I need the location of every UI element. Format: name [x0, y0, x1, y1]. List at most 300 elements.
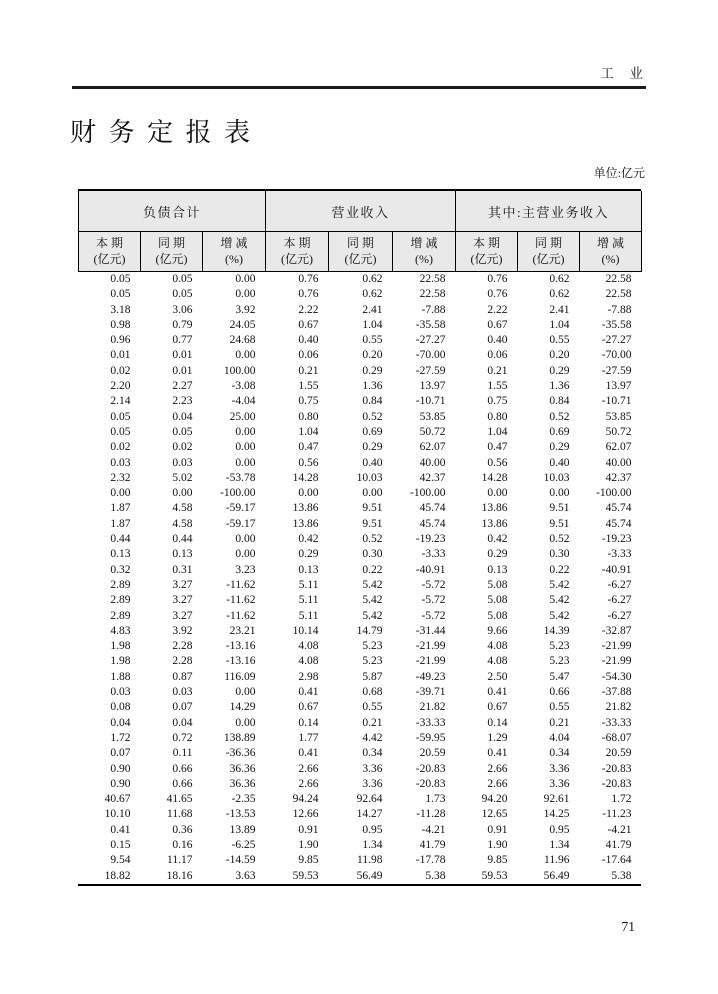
- table-cell: 0.29: [362, 441, 383, 454]
- table-cell: 4.08: [298, 640, 319, 653]
- table-cell: 0.95: [362, 823, 383, 836]
- table-cell: 3.27: [172, 594, 193, 607]
- table-cell: 45.74: [419, 517, 446, 530]
- table-cell: 0.80: [487, 410, 508, 423]
- table-cell: 2.89: [110, 594, 131, 607]
- table-cell: 0.87: [172, 670, 193, 683]
- table-cell: 0.06: [298, 349, 319, 362]
- table-cell: 92.64: [356, 793, 383, 806]
- table-cell: 0.30: [362, 548, 383, 561]
- table-cell: 0.68: [362, 686, 383, 699]
- col-header-line2: (%): [601, 251, 620, 266]
- table-cell: -2.35: [231, 793, 256, 806]
- table-cell: 0.76: [298, 273, 319, 285]
- table-cell: 9.51: [362, 517, 383, 530]
- sub-header-row: [79, 232, 642, 272]
- table-cell: 0.13: [298, 563, 319, 576]
- table-cell: -6.27: [607, 594, 632, 607]
- table-cell: 0.13: [172, 548, 193, 561]
- table-cell: 94.24: [292, 793, 319, 806]
- table-cell: 0.00: [235, 441, 256, 454]
- table-cell: 0.20: [549, 349, 570, 362]
- table-cell: 0.00: [298, 487, 319, 500]
- table-cell: 11.98: [357, 854, 383, 867]
- table-cell: 41.65: [166, 793, 193, 806]
- table-cell: 0.29: [549, 441, 570, 454]
- table-cell: 9.51: [549, 502, 570, 515]
- table-cell: 5.08: [487, 609, 508, 622]
- table-cell: 0.36: [172, 823, 193, 836]
- table-cell: 3.36: [549, 762, 570, 775]
- table-cell: 94.20: [481, 793, 508, 806]
- table-cell: 0.13: [487, 563, 508, 576]
- table-cell: 0.05: [110, 410, 131, 423]
- table-cell: 0.84: [549, 395, 570, 408]
- table-cell: 4.04: [549, 731, 570, 744]
- table-cell: 1.90: [298, 838, 319, 851]
- table-cell: 1.87: [110, 502, 131, 515]
- table-cell: 0.40: [487, 334, 508, 347]
- table-row: [79, 853, 642, 868]
- table-cell: 0.62: [362, 273, 383, 285]
- table-cell: -35.58: [415, 318, 446, 331]
- col-header-line1: 同 期: [157, 235, 185, 250]
- table-cell: 5.42: [549, 609, 570, 622]
- table-cell: 0.72: [172, 731, 193, 744]
- table-cell: -70.00: [601, 349, 632, 362]
- group-header-total-liabilities: 负债合计: [79, 191, 266, 232]
- table-cell: 0.76: [487, 273, 508, 285]
- table-cell: 13.97: [419, 380, 446, 393]
- table-cell: 0.34: [362, 747, 383, 760]
- table-cell: 5.08: [487, 578, 508, 591]
- table-row: [79, 318, 642, 333]
- table-row: [79, 670, 642, 685]
- table-cell: 0.76: [487, 288, 508, 301]
- table-cell: 0.29: [487, 548, 508, 561]
- table-cell: 0.00: [362, 487, 383, 500]
- table-cell: 1.87: [110, 517, 131, 530]
- table-cell: 1.36: [549, 380, 570, 393]
- table-cell: 100.00: [223, 364, 256, 377]
- table-cell: 56.49: [356, 869, 383, 882]
- table-cell: -5.72: [421, 578, 446, 591]
- table-cell: 0.02: [172, 441, 193, 454]
- col-header-line2: (%): [225, 251, 243, 266]
- table-cell: 0.14: [487, 716, 508, 729]
- table-cell: 53.85: [419, 410, 446, 423]
- table-cell: 0.07: [172, 701, 193, 714]
- table-cell: -14.59: [225, 854, 256, 867]
- table-cell: -21.99: [601, 640, 632, 653]
- table-cell: 0.66: [549, 686, 570, 699]
- col-header-line1: 同 期: [534, 235, 562, 250]
- table-cell: 0.40: [549, 456, 570, 469]
- table-cell: 4.58: [172, 502, 193, 515]
- table-cell: 11.96: [544, 854, 570, 867]
- table-cell: 0.00: [235, 425, 256, 438]
- table-cell: 1.90: [487, 838, 508, 851]
- table-cell: -27.59: [415, 364, 446, 377]
- table-cell: 3.27: [172, 578, 193, 591]
- col-header-line2: (亿元): [470, 251, 503, 266]
- table-cell: -7.88: [607, 303, 632, 316]
- table-cell: 0.04: [172, 716, 193, 729]
- col-header-change-1: [203, 232, 266, 272]
- table-cell: 0.42: [298, 533, 319, 546]
- table-cell: 0.42: [487, 533, 508, 546]
- table-cell: 14.28: [481, 471, 508, 484]
- table-cell: -27.59: [601, 364, 632, 377]
- table-cell: 0.67: [487, 701, 508, 714]
- col-header-line2: (亿元): [344, 251, 377, 266]
- col-header-current-period-2: [266, 232, 329, 272]
- table-row: [79, 593, 642, 608]
- table-cell: 0.84: [362, 395, 383, 408]
- table-cell: -11.62: [226, 609, 256, 622]
- table-row: [79, 364, 642, 379]
- table-cell: -35.58: [601, 318, 632, 331]
- table-cell: -4.04: [231, 395, 256, 408]
- table-row: [79, 685, 642, 700]
- table-cell: 24.68: [229, 334, 256, 347]
- table-cell: 0.69: [549, 425, 570, 438]
- table-cell: 24.05: [229, 318, 256, 331]
- table-cell: -4.21: [607, 823, 632, 836]
- table-cell: 4.08: [487, 640, 508, 653]
- table-cell: 5.23: [549, 640, 570, 653]
- table-cell: -6.25: [231, 838, 256, 851]
- table-row: [79, 501, 642, 516]
- table-cell: 0.22: [549, 563, 570, 576]
- table-cell: 1.04: [487, 425, 508, 438]
- table-row: [79, 792, 642, 807]
- table-cell: 5.42: [362, 578, 383, 591]
- table-cell: 0.40: [362, 456, 383, 469]
- table-cell: -21.99: [415, 655, 446, 668]
- table-row: [79, 563, 642, 578]
- unit-note: 单位:亿元: [593, 166, 645, 180]
- table-cell: 13.97: [605, 380, 632, 393]
- table-cell: -37.88: [601, 686, 632, 699]
- col-header-change-3: [580, 232, 642, 272]
- col-header-line1: 本 期: [472, 235, 500, 250]
- table-cell: 0.32: [110, 563, 131, 576]
- table-cell: 0.41: [110, 823, 131, 836]
- table-row: [79, 272, 642, 288]
- table-cell: 0.56: [298, 456, 319, 469]
- table-row: [79, 609, 642, 624]
- financial-table-wrap: [78, 189, 641, 886]
- table-cell: 45.74: [605, 502, 632, 515]
- table-cell: 41.79: [605, 838, 632, 851]
- table-cell: 0.16: [172, 838, 193, 851]
- table-cell: 0.41: [298, 747, 319, 760]
- table-cell: 5.23: [362, 655, 383, 668]
- table-cell: 9.51: [362, 502, 383, 515]
- table-cell: -17.78: [415, 854, 446, 867]
- col-header-same-period-3: [518, 232, 580, 272]
- table-cell: -27.27: [601, 334, 632, 347]
- table-cell: 1.34: [362, 838, 383, 851]
- table-cell: -20.83: [601, 762, 632, 775]
- table-cell: 36.36: [229, 777, 256, 790]
- table-cell: 22.58: [419, 273, 446, 285]
- table-cell: 0.22: [362, 563, 383, 576]
- table-cell: 9.54: [110, 854, 131, 867]
- table-cell: 0.52: [549, 533, 570, 546]
- table-cell: 0.77: [172, 334, 193, 347]
- table-cell: 2.66: [298, 777, 319, 790]
- table-cell: 13.86: [481, 517, 508, 530]
- table-cell: -39.71: [415, 686, 446, 699]
- table-cell: 0.00: [235, 716, 256, 729]
- table-cell: 0.02: [110, 364, 131, 377]
- table-cell: 0.05: [110, 288, 131, 301]
- table-cell: 0.91: [487, 823, 508, 836]
- table-cell: 1.04: [549, 318, 570, 331]
- table-header: [79, 191, 642, 272]
- table-cell: 0.55: [549, 334, 570, 347]
- table-cell: 5.87: [362, 670, 383, 683]
- table-cell: 0.66: [172, 762, 193, 775]
- col-header-change-2: [393, 232, 456, 272]
- col-header-line2: (亿元): [93, 251, 126, 266]
- table-row: [79, 517, 642, 532]
- table-cell: -100.00: [410, 487, 446, 500]
- page-number: 71: [621, 919, 635, 934]
- table-cell: 0.00: [235, 456, 256, 469]
- table-cell: 0.67: [298, 318, 319, 331]
- table-cell: 62.07: [419, 441, 446, 454]
- table-cell: -31.44: [415, 624, 446, 637]
- table-cell: 3.92: [172, 624, 193, 637]
- table-row: [79, 869, 642, 884]
- table-cell: 1.77: [298, 731, 319, 744]
- table-cell: 50.72: [419, 425, 446, 438]
- table-cell: 1.73: [425, 793, 446, 806]
- table-cell: -3.08: [231, 380, 256, 393]
- table-cell: 2.28: [172, 655, 193, 668]
- table-cell: 21.82: [605, 701, 632, 714]
- table-cell: 0.69: [362, 425, 383, 438]
- col-header-line2: (亿元): [281, 251, 313, 266]
- table-cell: 2.20: [110, 380, 131, 393]
- col-header-line2: (亿元): [532, 251, 565, 266]
- table-cell: 5.23: [362, 640, 383, 653]
- header-rule: [72, 86, 646, 89]
- table-cell: 2.50: [487, 670, 508, 683]
- table-cell: 0.41: [487, 686, 508, 699]
- table-cell: 0.20: [362, 349, 383, 362]
- table-cell: 0.06: [487, 349, 508, 362]
- table-row: [79, 746, 642, 761]
- table-cell: 42.37: [419, 471, 446, 484]
- table-cell: 3.92: [235, 303, 256, 316]
- table-cell: 10.03: [543, 471, 570, 484]
- table-cell: 5.47: [549, 670, 570, 683]
- table-row: [79, 547, 642, 562]
- table-cell: -13.16: [225, 640, 256, 653]
- table-cell: 0.55: [362, 334, 383, 347]
- table-cell: 9.85: [487, 854, 508, 867]
- table-cell: 2.41: [549, 303, 570, 316]
- table-cell: 0.00: [235, 288, 256, 301]
- table-cell: 11.68: [167, 808, 193, 821]
- table-body: [79, 272, 642, 884]
- table-cell: 0.14: [298, 716, 319, 729]
- table-cell: 5.02: [172, 471, 193, 484]
- table-cell: 0.91: [298, 823, 319, 836]
- col-header-line1: 增 减: [220, 235, 248, 250]
- table-cell: -11.28: [416, 808, 446, 821]
- table-cell: 2.22: [298, 303, 319, 316]
- table-cell: 5.38: [425, 869, 446, 882]
- table-row: [79, 624, 642, 639]
- col-header-line1: 本 期: [95, 235, 123, 250]
- table-cell: 12.65: [481, 808, 508, 821]
- table-cell: 2.98: [298, 670, 319, 683]
- table-cell: 0.05: [110, 425, 131, 438]
- table-cell: 0.02: [110, 441, 131, 454]
- table-cell: 0.52: [362, 410, 383, 423]
- table-row: [79, 348, 642, 363]
- table-cell: 0.11: [172, 747, 193, 760]
- table-cell: 0.56: [487, 456, 508, 469]
- col-header-line1: 增 减: [597, 235, 625, 250]
- table-cell: -33.33: [601, 716, 632, 729]
- table-cell: 3.06: [172, 303, 193, 316]
- table-cell: 0.05: [172, 425, 193, 438]
- table-cell: 0.79: [172, 318, 193, 331]
- table-cell: 20.59: [419, 747, 446, 760]
- table-cell: 4.58: [172, 517, 193, 530]
- table-cell: 10.10: [104, 808, 131, 821]
- table-cell: 3.18: [110, 303, 131, 316]
- table-cell: -5.72: [421, 609, 446, 622]
- table-cell: 13.86: [481, 502, 508, 515]
- table-cell: 2.14: [110, 395, 131, 408]
- table-cell: 0.01: [172, 364, 193, 377]
- table-cell: 0.03: [172, 686, 193, 699]
- table-row: [79, 823, 642, 838]
- col-header-line1: 增 减: [410, 235, 438, 250]
- table-cell: -13.53: [225, 808, 256, 821]
- table-cell: 2.41: [362, 303, 383, 316]
- table-cell: -68.07: [601, 731, 632, 744]
- table-cell: 0.62: [362, 288, 383, 301]
- table-cell: 0.04: [110, 716, 131, 729]
- table-cell: 0.07: [110, 747, 131, 760]
- table-cell: 0.95: [549, 823, 570, 836]
- table-cell: 0.67: [298, 701, 319, 714]
- table-cell: 2.27: [172, 380, 193, 393]
- table-cell: 0.21: [549, 716, 570, 729]
- table-cell: 0.21: [362, 716, 383, 729]
- table-cell: 2.66: [298, 762, 319, 775]
- table-cell: 23.21: [229, 624, 256, 637]
- col-header-same-period-1: [141, 232, 203, 272]
- table-cell: 0.96: [110, 334, 131, 347]
- table-cell: 0.00: [235, 686, 256, 699]
- table-cell: -19.23: [601, 533, 632, 546]
- table-cell: 0.29: [549, 364, 570, 377]
- table-cell: 2.66: [487, 777, 508, 790]
- table-cell: 2.28: [172, 640, 193, 653]
- table-cell: 0.67: [487, 318, 508, 331]
- table-cell: 36.36: [229, 762, 256, 775]
- table-cell: 45.74: [419, 502, 446, 515]
- table-cell: 0.76: [298, 288, 319, 301]
- table-row: [79, 532, 642, 547]
- table-row: [79, 410, 642, 425]
- table-cell: 0.90: [110, 777, 131, 790]
- table-cell: 0.00: [487, 487, 508, 500]
- table-cell: 4.42: [362, 731, 383, 744]
- table-cell: -59.17: [225, 517, 256, 530]
- table-cell: -40.91: [415, 563, 446, 576]
- table-row: [79, 639, 642, 654]
- table-row: [79, 440, 642, 455]
- table-cell: 25.00: [229, 410, 256, 423]
- col-header-line1: 同 期: [346, 235, 374, 250]
- table-cell: 5.11: [298, 609, 319, 622]
- table-cell: 42.37: [605, 471, 632, 484]
- table-row: [79, 303, 642, 318]
- table-cell: 0.04: [172, 410, 193, 423]
- table-cell: -27.27: [415, 334, 446, 347]
- table-cell: 2.89: [110, 609, 131, 622]
- table-cell: 0.62: [549, 288, 570, 301]
- table-cell: 0.05: [172, 273, 193, 285]
- col-header-line2: (%): [415, 251, 433, 266]
- table-cell: 13.86: [292, 517, 319, 530]
- table-cell: 0.03: [110, 456, 131, 469]
- table-cell: 1.55: [298, 380, 319, 393]
- table-cell: 22.58: [605, 273, 632, 285]
- table-cell: 1.98: [110, 640, 131, 653]
- table-row: [79, 471, 642, 486]
- table-cell: 0.00: [172, 487, 193, 500]
- table-cell: 3.36: [362, 762, 383, 775]
- table-cell: 0.75: [298, 395, 319, 408]
- table-cell: -70.00: [415, 349, 446, 362]
- table-cell: 0.47: [298, 441, 319, 454]
- table-cell: -11.23: [602, 808, 632, 821]
- table-cell: -20.83: [601, 777, 632, 790]
- table-row: [79, 486, 642, 501]
- table-cell: -11.62: [226, 578, 256, 591]
- table-cell: 0.80: [298, 410, 319, 423]
- table-cell: 11.17: [167, 854, 193, 867]
- table-cell: 0.01: [172, 349, 193, 362]
- table-cell: 0.01: [110, 349, 131, 362]
- table-cell: 0.00: [235, 548, 256, 561]
- table-cell: -33.33: [415, 716, 446, 729]
- table-cell: 10.03: [356, 471, 383, 484]
- table-cell: 0.00: [235, 273, 256, 285]
- table-cell: 9.66: [487, 624, 508, 637]
- table-cell: -53.78: [225, 471, 256, 484]
- table-cell: 3.63: [235, 869, 256, 882]
- table-cell: 1.34: [549, 838, 570, 851]
- table-cell: 3.23: [235, 563, 256, 576]
- table-cell: 1.36: [362, 380, 383, 393]
- table-cell: 9.85: [298, 854, 319, 867]
- table-cell: 92.61: [543, 793, 570, 806]
- table-cell: 0.90: [110, 762, 131, 775]
- table-row: [79, 287, 642, 302]
